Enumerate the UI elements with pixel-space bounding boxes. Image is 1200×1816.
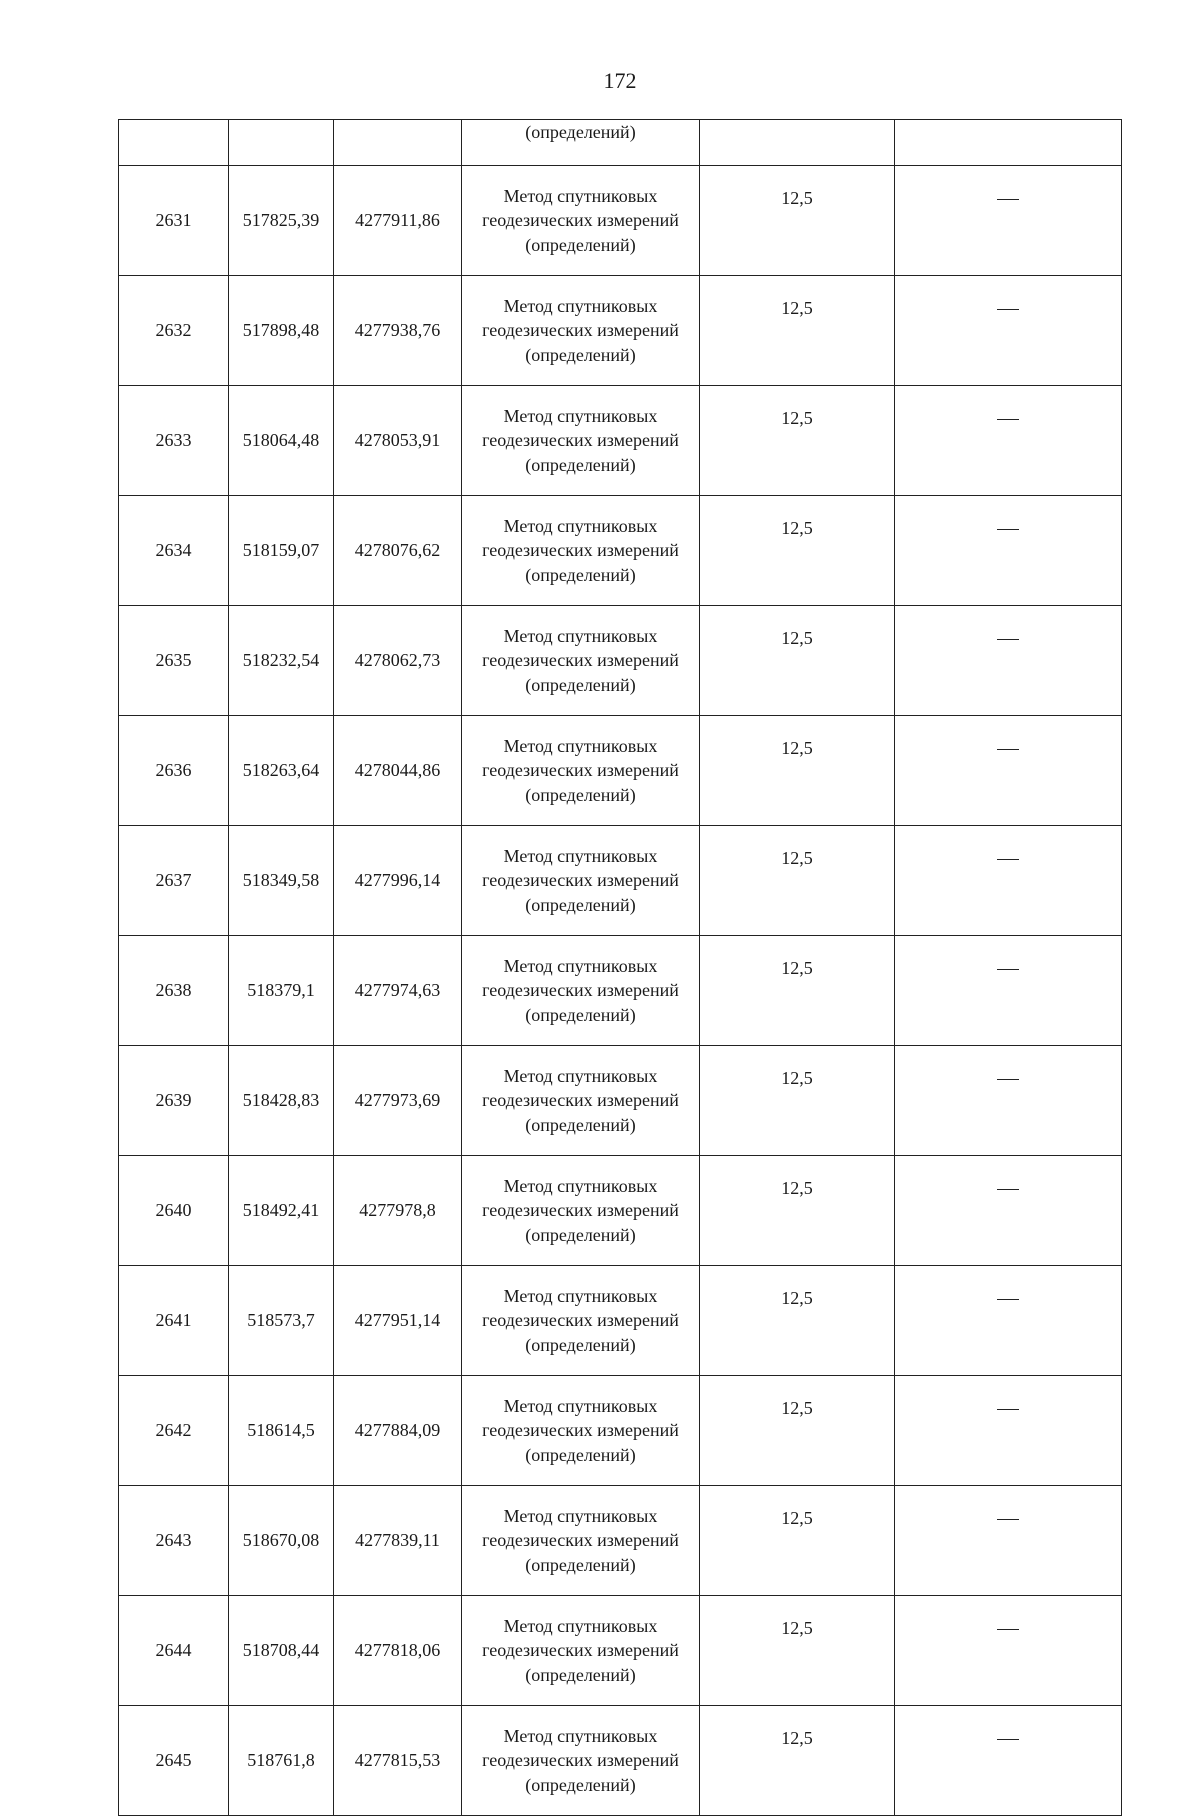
accuracy-cell: 12,5 [700,826,895,936]
table-row [119,276,1122,386]
method-cell [462,936,700,1046]
method-line: Метод спутниковых [503,955,658,976]
note-cell [895,1376,1122,1486]
method-line: Метод спутниковых [503,1175,658,1196]
method-line: (определений) [525,1664,636,1685]
method-line: (определений) [525,1554,636,1575]
x-coordinate-cell: 518492,41 [229,1156,334,1266]
method-cell [462,1376,700,1486]
dash-mark [997,1739,1019,1740]
method-line: геодезических измерений [482,1750,679,1771]
y-coordinate-cell: 4278076,62 [334,496,462,606]
note-cell [895,716,1122,826]
point-number-cell: 2638 [119,936,229,1046]
point-number-cell: 2641 [119,1266,229,1376]
method-line: (определений) [525,894,636,915]
dash-mark [997,1629,1019,1630]
y-coordinate-cell: 4277978,8 [334,1156,462,1266]
y-coordinate-cell: 4277839,11 [334,1486,462,1596]
dash-mark [997,529,1019,530]
accuracy-cell: 12,5 [700,1596,895,1706]
method-line: Метод спутниковых [503,1725,658,1746]
method-line: геодезических измерений [482,540,679,561]
accuracy-cell: 12,5 [700,1156,895,1266]
method-line: Метод спутниковых [503,1615,658,1636]
y-coordinate-cell: 4277951,14 [334,1266,462,1376]
point-number-cell: 2640 [119,1156,229,1266]
method-line: геодезических измерений [482,430,679,451]
y-coordinate-cell: 4277884,09 [334,1376,462,1486]
method-line: Метод спутниковых [503,295,658,316]
accuracy-cell: 12,5 [700,496,895,606]
table-body [119,120,1122,1816]
method-line: (определений) [525,1444,636,1465]
point-number-cell: 2645 [119,1706,229,1816]
accuracy-cell: 12,5 [700,1486,895,1596]
x-coordinate-cell: 517825,39 [229,166,334,276]
x-coordinate-cell: 518670,08 [229,1486,334,1596]
dash-mark [997,1299,1019,1300]
method-line: (определений) [525,1334,636,1355]
accuracy-cell: 12,5 [700,166,895,276]
y-coordinate-cell: 4277973,69 [334,1046,462,1156]
method-cell [462,1266,700,1376]
table-row [119,1376,1122,1486]
method-line: геодезических измерений [482,760,679,781]
method-line: геодезических измерений [482,1090,679,1111]
method-line: геодезических измерений [482,1200,679,1221]
method-line: Метод спутниковых [503,735,658,756]
point-number-cell: 2632 [119,276,229,386]
method-cell [462,276,700,386]
y-coordinate-cell: 4277818,06 [334,1596,462,1706]
empty-cell [895,120,1122,166]
note-cell [895,1596,1122,1706]
method-cell [462,166,700,276]
x-coordinate-cell: 518349,58 [229,826,334,936]
accuracy-cell: 12,5 [700,386,895,496]
y-coordinate-cell: 4278053,91 [334,386,462,496]
page-number: 172 [603,68,637,93]
note-cell [895,1706,1122,1816]
method-line: (определений) [525,454,636,475]
note-cell [895,496,1122,606]
method-cell [462,606,700,716]
y-coordinate-cell: 4277996,14 [334,826,462,936]
method-line: Метод спутниковых [503,845,658,866]
method-line: Метод спутниковых [503,515,658,536]
method-line: геодезических измерений [482,870,679,891]
method-line: (определений) [525,1774,636,1795]
table-row [119,496,1122,606]
method-line: геодезических измерений [482,650,679,671]
x-coordinate-cell: 518263,64 [229,716,334,826]
continued-method-cell: (определений) [462,120,700,166]
dash-mark [997,1079,1019,1080]
method-line: (определений) [525,1114,636,1135]
dash-mark [997,639,1019,640]
accuracy-cell: 12,5 [700,1046,895,1156]
method-cell [462,386,700,496]
x-coordinate-cell: 518379,1 [229,936,334,1046]
note-cell [895,1266,1122,1376]
table-row [119,1266,1122,1376]
method-line: Метод спутниковых [503,1065,658,1086]
note-cell [895,276,1122,386]
y-coordinate-cell: 4277911,86 [334,166,462,276]
method-cell [462,1486,700,1596]
method-line: Метод спутниковых [503,405,658,426]
dash-mark [997,1189,1019,1190]
x-coordinate-cell: 518761,8 [229,1706,334,1816]
note-cell [895,386,1122,496]
dash-mark [997,1409,1019,1410]
accuracy-cell: 12,5 [700,1376,895,1486]
continued-row [119,120,1122,166]
y-coordinate-cell: 4277815,53 [334,1706,462,1816]
dash-mark [997,859,1019,860]
point-number-cell: 2637 [119,826,229,936]
coordinates-table [118,119,1122,1816]
method-line: геодезических измерений [482,210,679,231]
table-row [119,826,1122,936]
x-coordinate-cell: 518064,48 [229,386,334,496]
point-number-cell: 2633 [119,386,229,496]
table-row [119,1706,1122,1816]
method-line: геодезических измерений [482,1420,679,1441]
dash-mark [997,1519,1019,1520]
dash-mark [997,419,1019,420]
x-coordinate-cell: 518708,44 [229,1596,334,1706]
dash-mark [997,749,1019,750]
x-coordinate-cell: 518573,7 [229,1266,334,1376]
method-line: (определений) [525,564,636,585]
method-cell [462,716,700,826]
note-cell [895,1046,1122,1156]
dash-mark [997,309,1019,310]
accuracy-cell: 12,5 [700,276,895,386]
method-cell [462,496,700,606]
note-cell [895,166,1122,276]
empty-cell [700,120,895,166]
table-row [119,386,1122,496]
empty-cell [334,120,462,166]
method-line: геодезических измерений [482,1310,679,1331]
method-line: (определений) [525,1004,636,1025]
x-coordinate-cell: 518614,5 [229,1376,334,1486]
y-coordinate-cell: 4277938,76 [334,276,462,386]
note-cell [895,1156,1122,1266]
method-cell [462,1596,700,1706]
x-coordinate-cell: 518159,07 [229,496,334,606]
table-row [119,936,1122,1046]
table-row [119,166,1122,276]
table-row [119,716,1122,826]
point-number-cell: 2635 [119,606,229,716]
point-number-cell: 2634 [119,496,229,606]
dash-mark [997,969,1019,970]
y-coordinate-cell: 4277974,63 [334,936,462,1046]
method-line: Метод спутниковых [503,625,658,646]
table-row [119,1046,1122,1156]
method-cell [462,1046,700,1156]
table-row [119,606,1122,716]
x-coordinate-cell: 518428,83 [229,1046,334,1156]
note-cell [895,606,1122,716]
method-cell [462,1706,700,1816]
method-line: (определений) [525,234,636,255]
table-row [119,1156,1122,1266]
accuracy-cell: 12,5 [700,1266,895,1376]
point-number-cell: 2631 [119,166,229,276]
method-line: геодезических измерений [482,1640,679,1661]
accuracy-cell: 12,5 [700,716,895,826]
method-line: Метод спутниковых [503,185,658,206]
x-coordinate-cell: 518232,54 [229,606,334,716]
y-coordinate-cell: 4278044,86 [334,716,462,826]
point-number-cell: 2644 [119,1596,229,1706]
note-cell [895,826,1122,936]
method-cell [462,1156,700,1266]
note-cell [895,1486,1122,1596]
point-number-cell: 2643 [119,1486,229,1596]
method-cell [462,826,700,936]
method-line: геодезических измерений [482,980,679,1001]
accuracy-cell: 12,5 [700,936,895,1046]
method-line: (определений) [525,784,636,805]
accuracy-cell: 12,5 [700,606,895,716]
note-cell [895,936,1122,1046]
y-coordinate-cell: 4278062,73 [334,606,462,716]
method-line: (определений) [525,1224,636,1245]
dash-mark [997,199,1019,200]
empty-cell [229,120,334,166]
method-line: геодезических измерений [482,1530,679,1551]
method-line: (определений) [525,344,636,365]
x-coordinate-cell: 517898,48 [229,276,334,386]
table-row [119,1596,1122,1706]
point-number-cell: 2642 [119,1376,229,1486]
point-number-cell: 2636 [119,716,229,826]
method-line: геодезических измерений [482,320,679,341]
accuracy-cell: 12,5 [700,1706,895,1816]
point-number-cell: 2639 [119,1046,229,1156]
empty-cell [119,120,229,166]
method-line: Метод спутниковых [503,1395,658,1416]
method-line: Метод спутниковых [503,1505,658,1526]
method-line: Метод спутниковых [503,1285,658,1306]
method-line: (определений) [525,674,636,695]
table-row [119,1486,1122,1596]
